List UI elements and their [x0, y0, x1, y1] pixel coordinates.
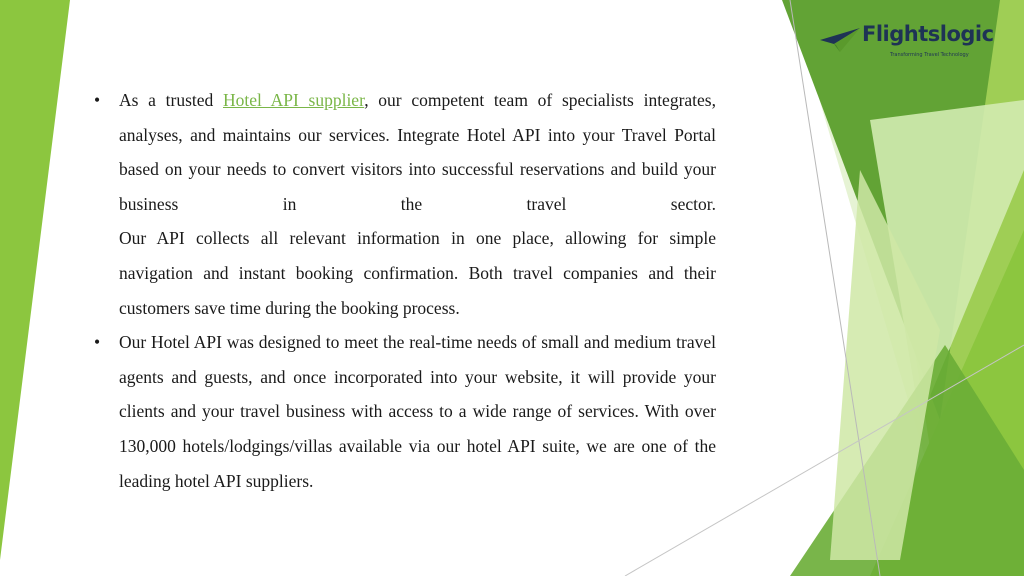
bullet-dot: •	[94, 90, 101, 110]
logo-tagline: Transforming Travel Technology	[890, 52, 969, 58]
bullet-item-1	[92, 83, 716, 325]
logo-name: Flightslogic	[862, 22, 994, 46]
brand-logo	[820, 22, 1000, 62]
paper-plane-icon	[820, 26, 860, 52]
paragraph-2: Our API collects all relevant information in one place, allowing for simple navigation and instant booking confirmation. Both travel companies and their customers save time during the booking process.	[119, 228, 716, 318]
paragraph-1: As a trusted Hotel API supplier, our competent team of specialists integrates, analyses, and maintains our services. Integrate Hotel API into your Travel Portal based on your needs to convert visitors into successful reservations and build your business in the travel sector.	[119, 90, 716, 214]
paragraph-3: Our Hotel API was designed to meet the real-time needs of small and medium travel agents and guests, and once incorporated into your website, it will provide your clients and your travel business with access to a wide range of services. With over 130,000 hotels/lodgings/villas available via our hotel API suite, we are one of the leading hotel API suppliers.	[119, 332, 716, 491]
bullet-dot: •	[94, 332, 101, 353]
left-green-stripe	[0, 0, 70, 560]
bullet-item-2	[92, 325, 716, 498]
slide-content	[92, 83, 716, 498]
hotel-api-supplier-link[interactable]: Hotel API supplier	[222, 90, 365, 110]
